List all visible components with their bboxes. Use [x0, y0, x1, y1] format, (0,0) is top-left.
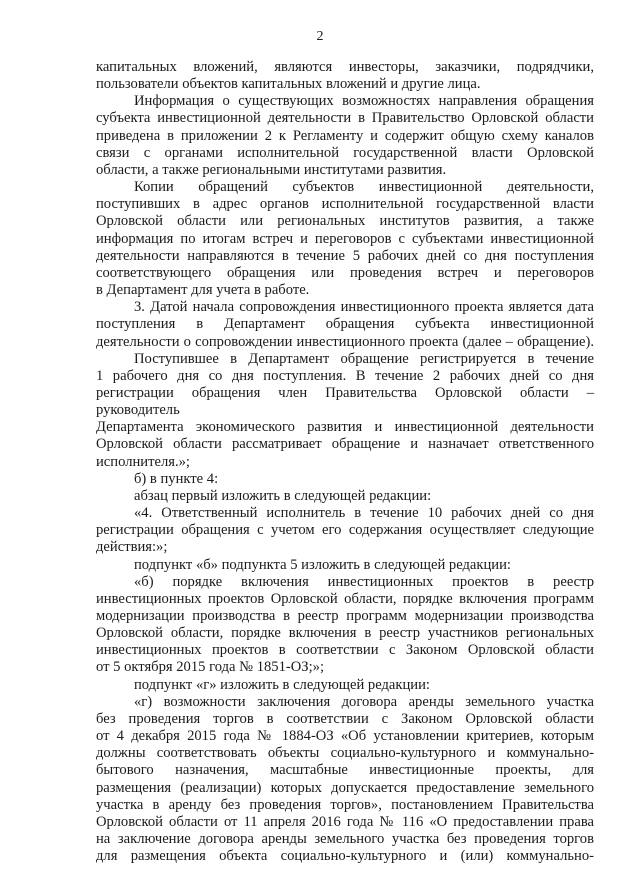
text-line: для размещения объекта социально-культурного и (или) коммунально-: [96, 848, 594, 865]
text-line: исполнителя.»;: [96, 453, 190, 470]
text-line: без проведения торгов в соответствии с Законом Орловской области: [96, 710, 594, 727]
paragraph-start-line: «г) возможности заключения договора аренды земельного участка: [134, 693, 594, 710]
text-line: от 5 октября 2015 года № 1851-ОЗ;»;: [96, 659, 325, 676]
text-line: Орловской области или региональных институтов развития, а также: [96, 213, 594, 230]
text-line: Орловской области рассматривает обращение и назначает ответственного: [96, 436, 594, 453]
paragraph-start-line: Поступившее в Департамент обращение регистрируется в течение: [134, 350, 594, 367]
text-line: бытового назначения, масштабные инвестиционные проекты, для: [96, 762, 594, 779]
text-line: 1 рабочего дня со дня поступления. В течение 2 рабочих дней со дня: [96, 367, 594, 384]
text-line: деятельности направляются в течение 5 рабочих дней со дня поступления: [96, 247, 594, 264]
text-line: инвестиционных проектов Орловской области, порядке включения программ: [96, 590, 594, 607]
text-line: действия:»;: [96, 539, 168, 556]
text-line: соответствующего обращения или проведения встреч и переговоров: [96, 264, 594, 281]
document-body: [96, 59, 594, 865]
text-line: в Департамент для учета в работе.: [96, 282, 310, 299]
text-line: инвестиционных проектов в соответствии с Законом Орловской области: [96, 642, 594, 659]
paragraph-start-line: Информация о существующих возможностях направления обращения: [134, 93, 594, 110]
text-line: связи с органами исполнительной государственной власти Орловской: [96, 144, 594, 161]
paragraph-start-line: подпункт «г» изложить в следующей редакции:: [134, 676, 430, 693]
text-line: Орловской области, порядке включения в реестр участников региональных: [96, 625, 594, 642]
text-line: пользователи объектов капитальных вложений и другие лица.: [96, 76, 481, 93]
text-line: Орловской области от 11 апреля 2016 года № 116 «О предоставлении права: [96, 813, 594, 830]
text-line: субъекта инвестиционной деятельности в Правительство Орловской области: [96, 110, 594, 127]
text-line: капитальных вложений, являются инвесторы, заказчики, подрядчики,: [96, 59, 594, 75]
paragraph-start-line: 3. Датой начала сопровождения инвестиционного проекта является дата: [134, 299, 594, 316]
text-line: поступивших в адрес органов исполнительной государственной власти: [96, 196, 594, 213]
paragraph-start-line: «4. Ответственный исполнитель в течение 10 рабочих дней со дня: [134, 505, 594, 522]
paragraph-start-line: б) в пункте 4:: [134, 470, 219, 487]
text-line: области, а также региональными институтами развития.: [96, 161, 447, 178]
paragraph-start-line: подпункт «б» подпункта 5 изложить в следующей редакции:: [134, 556, 511, 573]
paragraph-start-line: абзац первый изложить в следующей редакции:: [134, 487, 432, 504]
text-line: на заключение договора аренды земельного участка без проведения торгов: [96, 831, 594, 848]
text-line: Департамента экономического развития и инвестиционной деятельности: [96, 419, 594, 436]
text-line: приведена в приложении 2 к Регламенту и содержит общую схему каналов: [96, 127, 594, 144]
text-line: модернизации производства в реестр программ модернизации производства: [96, 608, 594, 624]
text-line: должны соответствовать объекты социально-культурного и коммунально-: [96, 745, 594, 762]
text-line: от 4 декабря 2015 года № 1884-ОЗ «Об установлении критериев, которым: [96, 728, 594, 745]
text-line: поступления в Департамент обращения субъекта инвестиционной: [96, 316, 594, 333]
text-line: информация по итогам встреч и переговоров с субъектами инвестиционной: [96, 230, 594, 247]
text-line: регистрации обращения член Правительства Орловской области – руководитель: [96, 384, 594, 419]
text-line: участка в аренду без проведения торгов», постановлением Правительства: [96, 796, 594, 813]
text-line: размещения (реализации) которых допускается предоставление земельного: [96, 779, 594, 796]
text-line: деятельности о сопровождении инвестиционного проекта (далее – обращение).: [96, 333, 594, 350]
page-number: 2: [316, 29, 324, 44]
text-line: регистрации обращения с учетом его содержания осуществляет следующие: [96, 522, 594, 539]
paragraph-start-line: «б) порядке включения инвестиционных проектов в реестр: [134, 573, 594, 590]
paragraph-start-line: Копии обращений субъектов инвестиционной деятельности,: [134, 179, 594, 196]
